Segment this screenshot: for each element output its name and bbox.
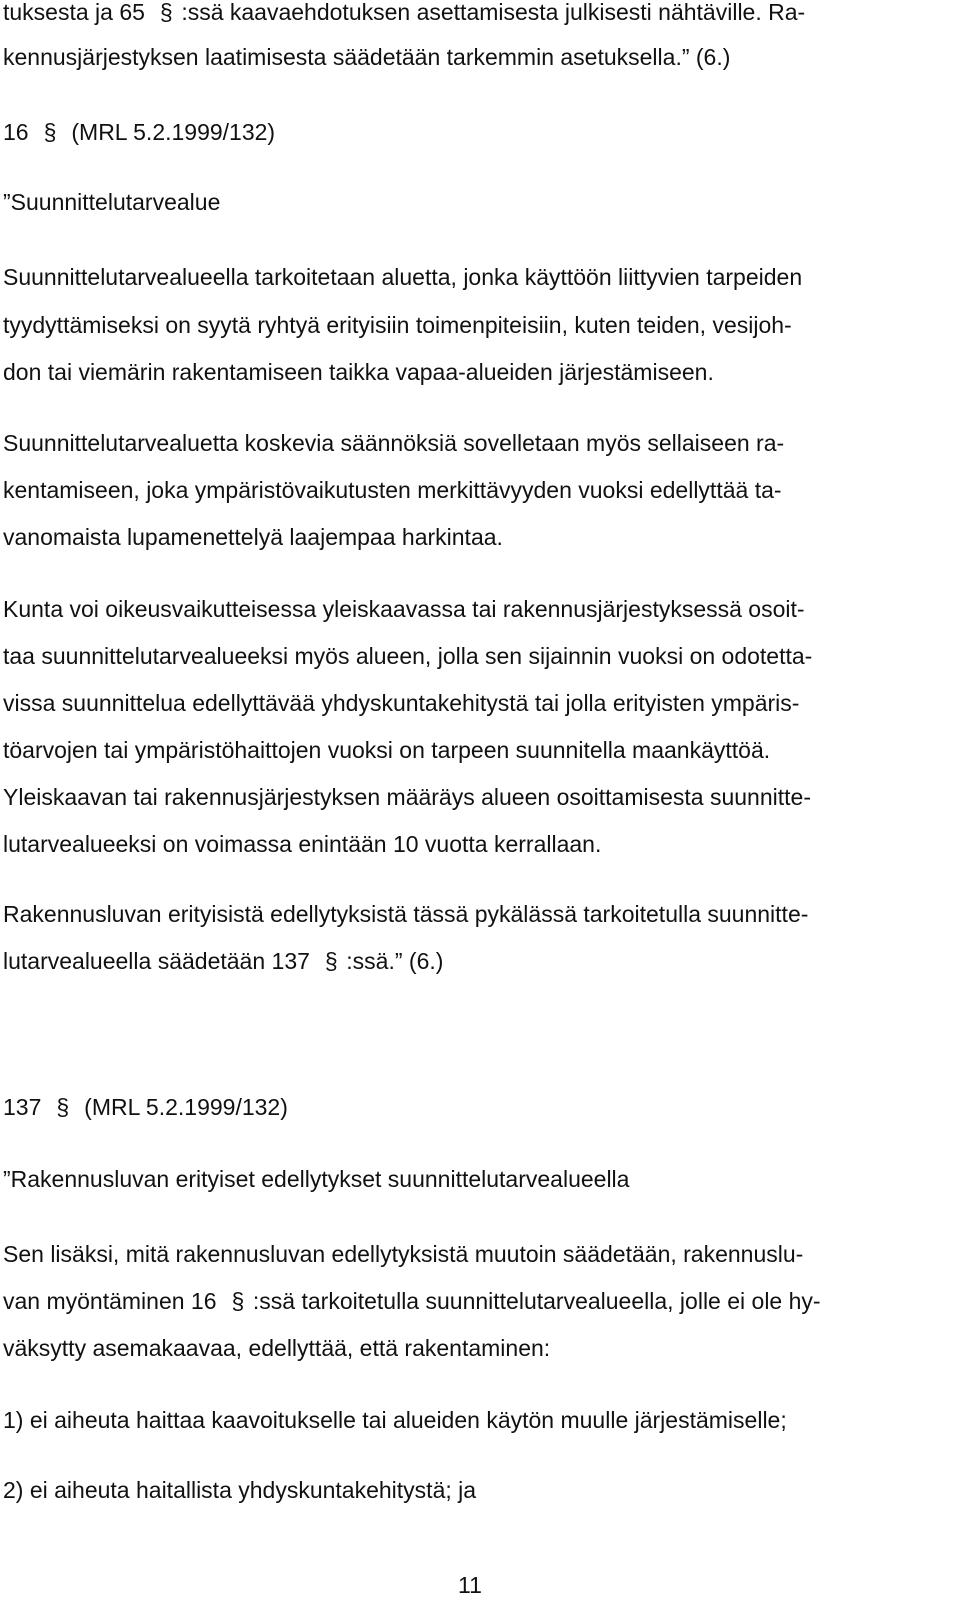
- list-item: 2) ei aiheuta haitallista yhdyskuntakehitystä; ja: [3, 1477, 477, 1503]
- paragraph-text: :ssä.” (6.): [346, 948, 444, 974]
- section-mark: §: [231, 1288, 245, 1314]
- paragraph-line: väksytty asemakaavaa, edellyttää, että rakentaminen:: [3, 1335, 551, 1361]
- intro-text: tuksesta ja 65: [3, 0, 145, 25]
- paragraph-line: taa suunnittelutarvealueeksi myös alueen, jolla sen sijainnin vuoksi on odotetta-: [3, 643, 813, 669]
- intro-text: :ssä kaavaehdotuksen asettamisesta julkisesti nähtäville. Ra-: [181, 0, 806, 25]
- paragraph-line: vanomaista lupamenettelyä laajempaa harkintaa.: [3, 524, 503, 550]
- paragraph-line: töarvojen tai ympäristöhaittojen vuoksi on tarpeen suunnitella maankäyttöä.: [3, 737, 771, 763]
- section-title: ”Suunnittelutarvealue: [3, 189, 221, 215]
- intro-line-1: [3, 0, 805, 27]
- section-137-heading: [3, 1092, 288, 1122]
- paragraph-line: Kunta voi oikeusvaikutteisessa yleiskaavassa tai rakennusjärjestyksessä osoit-: [3, 596, 805, 622]
- section-mark: §: [43, 119, 57, 145]
- paragraph-line: kentamiseen, joka ympäristövaikutusten merkittävyyden vuoksi edellyttää ta-: [3, 477, 782, 503]
- section-reference: (MRL 5.2.1999/132): [84, 1094, 288, 1120]
- section-16-title: [3, 187, 220, 217]
- paragraph-line: tyydyttämiseksi on syytä ryhtyä erityisiin toimenpiteisiin, kuten teiden, vesijoh-: [3, 312, 792, 338]
- paragraph-line: don tai viemärin rakentamiseen taikka vapaa-alueiden järjestämiseen.: [3, 359, 714, 385]
- section-137-title: [3, 1164, 629, 1194]
- paragraph-text: lutarvealueella säädetään 137: [3, 948, 310, 974]
- paragraph-line-with-reference: [3, 1286, 821, 1316]
- section-16-heading: [3, 117, 275, 147]
- intro-line-2: [3, 42, 730, 72]
- paragraph-line: vissa suunnittelua edellyttävää yhdyskuntakehitystä tai jolla erityisten ympäris-: [3, 690, 800, 716]
- paragraph-line: Yleiskaavan tai rakennusjärjestyksen määräys alueen osoittamisesta suunnitte-: [3, 784, 811, 810]
- paragraph-line-with-reference: [3, 946, 443, 976]
- paragraph-line: Rakennusluvan erityisistä edellytyksistä tässä pykälässä tarkoitetulla suunnitte-: [3, 901, 809, 927]
- section-title: ”Rakennusluvan erityiset edellytykset suunnittelutarvealueella: [3, 1166, 630, 1192]
- paragraph-line: Suunnittelutarvealuetta koskevia säännöksiä sovelletaan myös sellaiseen ra-: [3, 430, 785, 456]
- section-number: 137: [3, 1094, 42, 1120]
- intro-text: kennusjärjestyksen laatimisesta säädetään tarkemmin asetuksella.” (6.): [3, 44, 731, 70]
- section-mark: §: [159, 0, 173, 25]
- section-mark: §: [56, 1094, 70, 1120]
- list-item: 1) ei aiheuta haittaa kaavoitukselle tai alueiden käytön muulle järjestämiselle;: [3, 1407, 787, 1433]
- section-number: 16: [3, 119, 29, 145]
- paragraph-line: lutarvealueeksi on voimassa enintään 10 vuotta kerrallaan.: [3, 831, 602, 857]
- section-reference: (MRL 5.2.1999/132): [71, 119, 276, 145]
- page-number: 11: [458, 1572, 482, 1598]
- paragraph-text: :ssä tarkoitetulla suunnittelutarvealueella, jolle ei ole hy-: [252, 1288, 821, 1314]
- section-mark: §: [324, 948, 338, 974]
- paragraph-text: van myöntäminen 16: [3, 1288, 217, 1314]
- paragraph-line: Suunnittelutarvealueella tarkoitetaan aluetta, jonka käyttöön liittyvien tarpeiden: [3, 264, 803, 290]
- paragraph-line: Sen lisäksi, mitä rakennusluvan edellytyksistä muutoin säädetään, rakennuslu-: [3, 1241, 804, 1267]
